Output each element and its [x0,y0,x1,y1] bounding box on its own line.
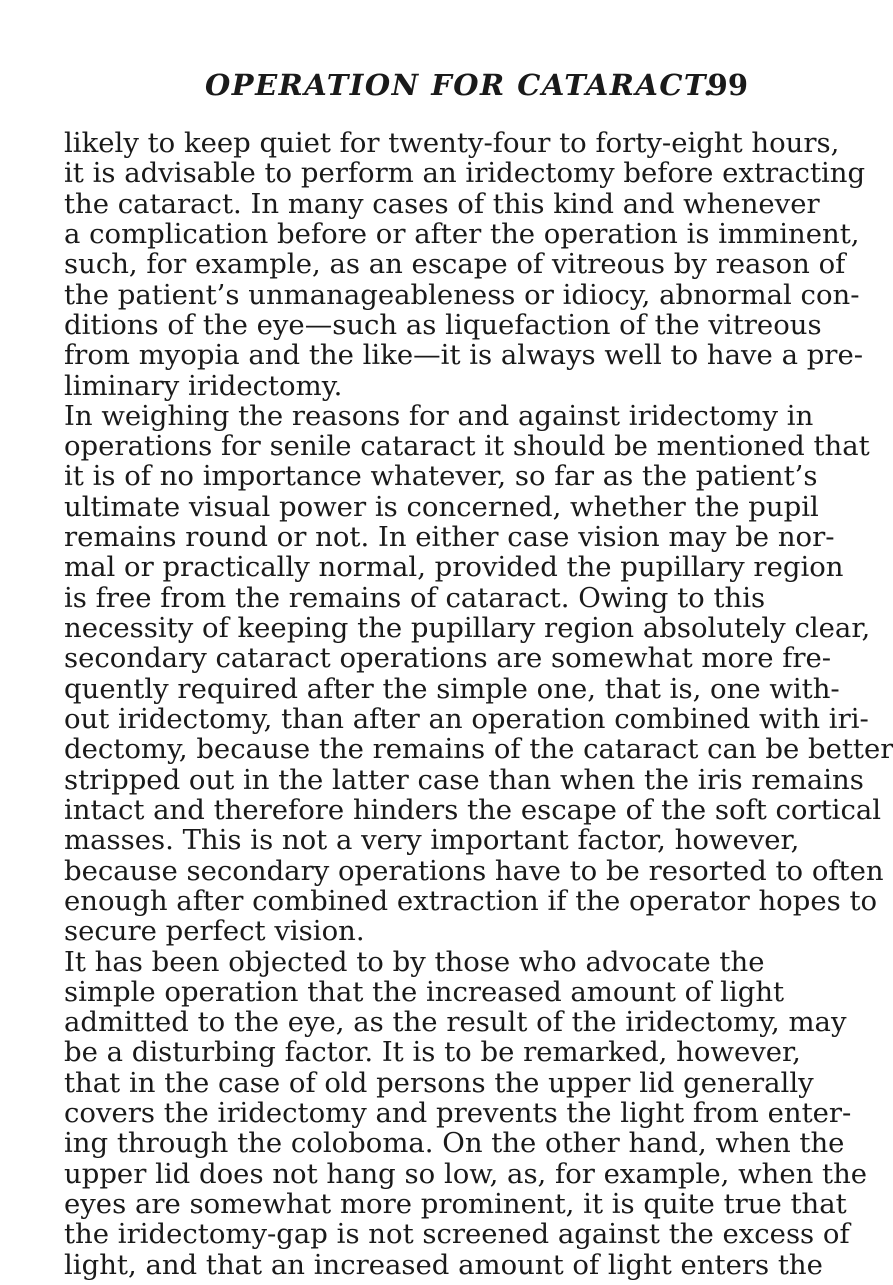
text-line: upper lid does not hang so low, as, for example, when the [64,1157,868,1190]
text-line: that in the case of old persons the upper lid generally [64,1066,814,1099]
text-line: intact and therefore hinders the escape of the soft cortical [64,793,882,826]
text-line: ultimate visual power is concerned, whether the pupil [64,490,819,523]
text-line: secure perfect vision. [64,915,365,948]
text-line: liminary iridectomy. [64,369,343,402]
text-line: light, and that an increased amount of light enters the [64,1248,823,1281]
page-header [0,68,800,108]
text-line: because secondary operations have to be resorted to often [64,854,884,887]
text-line: necessity of keeping the pupillary region absolutely clear, [64,612,871,645]
running-title: OPERATION FOR CATARACT. [205,68,715,102]
paragraph-start-line: It has been objected to by those who advocate the [64,945,765,978]
text-line: covers the iridectomy and prevents the light from enter- [64,1097,852,1130]
text-line: be a disturbing factor. It is to be remarked, however, [64,1036,801,1069]
text-line: likely to keep quiet for twenty-four to forty-eight hours, [64,127,840,159]
text-line: the cataract. In many cases of this kind and whenever [64,187,820,220]
paragraph-start-line: In weighing the reasons for and against iridectomy in [64,399,814,432]
text-line: quently required after the simple one, that is, one with- [64,672,840,705]
text-line: a complication before or after the operation is imminent, [64,217,860,250]
text-line: remains round or not. In either case vision may be nor- [64,521,835,554]
text-line: mal or practically normal, provided the pupillary region [64,551,844,584]
page-number: 99 [707,68,748,102]
text-line: is free from the remains of cataract. Owing to this [64,581,766,614]
text-line: admitted to the eye, as the result of the iridectomy, may [64,1006,847,1039]
text-line: it is of no importance whatever, so far as the patient’s [64,460,818,493]
text-line: dectomy, because the remains of the cataract can be better [64,733,893,766]
text-line: stripped out in the latter case than when the iris remains [64,763,864,796]
text-line: it is advisable to perform an iridectomy before extracting [64,157,866,190]
text-line: secondary cataract operations are somewhat more fre- [64,642,832,675]
text-line: masses. This is not a very important factor, however, [64,824,800,857]
text-line: operations for senile cataract it should be mentioned that [64,430,870,463]
text-line: the patient’s unmanageableness or idiocy, abnormal con- [64,278,860,311]
text-line: ing through the coloboma. On the other hand, when the [64,1127,845,1160]
text-line: eyes are somewhat more prominent, it is quite true that [64,1188,847,1221]
text-line: ditions of the eye—such as liquefaction of the vitreous [64,308,822,341]
text-line: out iridectomy, than after an operation combined with iri- [64,703,869,735]
text-line: such, for example, as an escape of vitreous by reason of [64,248,846,281]
text-line: enough after combined extraction if the operator hopes to [64,884,878,917]
text-line: from myopia and the like—it is always well to have a pre- [64,339,864,372]
text-line: simple operation that the increased amount of light [64,975,785,1008]
text-line: the iridectomy-gap is not screened against the excess of [64,1218,850,1251]
